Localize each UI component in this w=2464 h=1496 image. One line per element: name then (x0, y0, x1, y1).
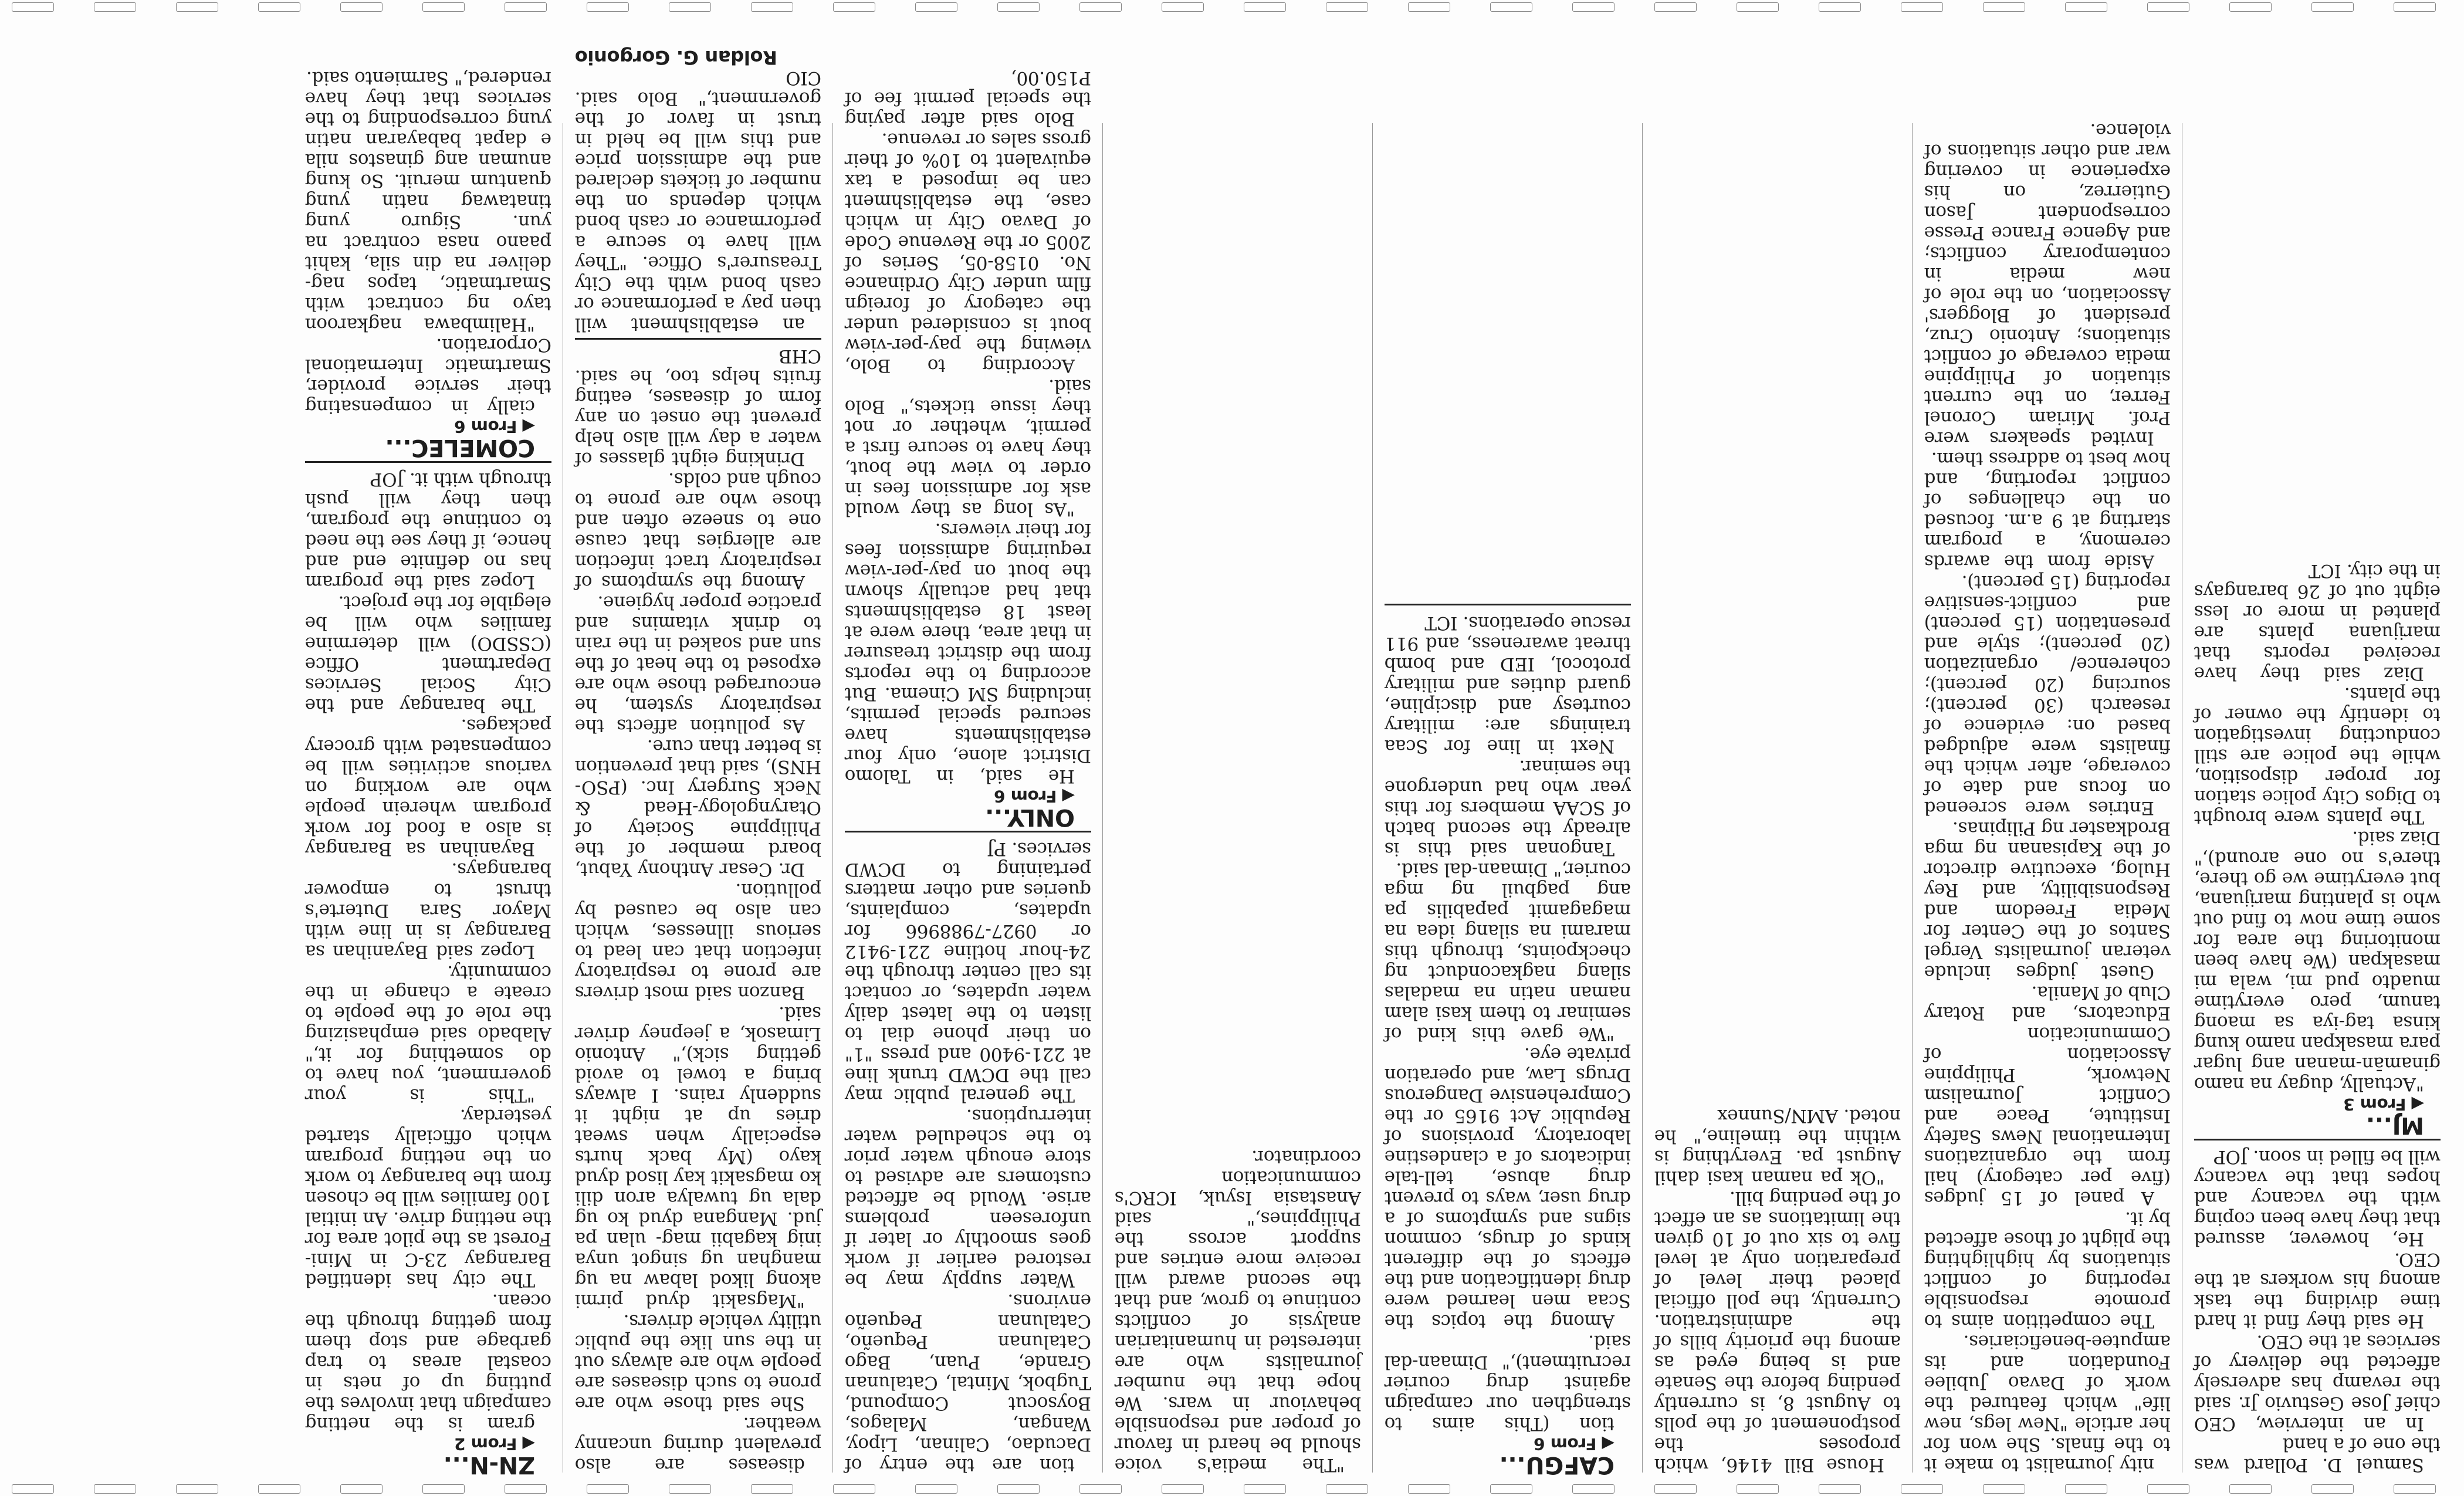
paragraph: House Bill 4146, which proposes the postponement of the polls to August 8, is currently pending before the Senate and is being eyed as among the priority bills of the administration. Currently, the poll official placed their level of preparation only at level five to six out of 10 given the limitations as an effect of the pending bill. (1654, 1187, 1901, 1475)
column-gutter (1102, 123, 1103, 1473)
perforation-hole (751, 1484, 793, 1494)
paragraph: Among the symptoms of respiratory tract infection are allergies that cause one to sneeze often and those who are prone to cough and colds. (575, 469, 821, 593)
perforation-hole (1244, 1484, 1286, 1494)
perforation-hole (587, 1484, 629, 1494)
column-5 (1115, 108, 1361, 1475)
paragraph: Bolo said after paying the special permit fee of P150.00, (845, 67, 1091, 130)
column-4 (1385, 108, 1631, 1478)
perforation-hole (94, 1484, 136, 1494)
story-divider (845, 831, 1091, 832)
jump-head-comelec: COMELEC... (385, 434, 535, 461)
perforation-hole (1079, 1484, 1122, 1494)
paragraph: He, however, assured that they have been coping with the vacancy and hopes that the vacancy will be filled in soon. JOP (2194, 1146, 2441, 1250)
perforation-hole (1737, 1484, 1779, 1494)
paragraph: "We gave this kind of seminar to them kasi alam naman natin na madalas silang nagkaconduct ng checkpoints, through this marami na silang idea na magagamit papabilis pa ang pagbuil ng mga courier," Dimaan-dal said. (1385, 859, 1631, 1044)
perforation-hole (1983, 1484, 2025, 1494)
paragraph: The barangay and the City Social Services Department Office (CSSDO) will determine families who will be elegible for the project. (305, 592, 551, 716)
paragraph: Tangonan said this is already the second batch of SCAA members for this year who had undergone the seminar. (1385, 756, 1631, 859)
perforation-hole (12, 1484, 54, 1494)
perforation-hole (997, 1484, 1040, 1494)
paragraph: The competition aims to promote responsible reporting of conflict situations by highlighting the plight of those affected by it. (1924, 1208, 2171, 1332)
paragraph: nity journalist to make it to the finals. She won for her article "New legs, new life" which featured the work of Davao Jubilee Foundation and its amputee-beneficiaries. (1924, 1331, 2171, 1475)
paragraph: Among the topics the Scaa men learned were drug identification and the effects of the different kinds of drugs, common signs and symptoms of a drug user, ways to prevent drug abuse, tell-tale indicators of a clandestine laboratory, provisions of Republic Act 9165 or the Comprehensive Dangerous Drugs Law, and operation private eye. (1385, 1044, 1631, 1332)
column-1 (2194, 108, 2441, 1475)
paragraph: tion are the entry of Dacudao, Calinan, Lipoy, Wangan, Malagos, Boysocut Compound, Tugbok, Mintal, Catalunan Grande, Puan, Bago Catalunan Pequeño, Catalunan Pequeño environs. (845, 1290, 1091, 1475)
paragraph: According to Bolo, viewing the pay-per-view bout is considered under the category of foreign film under City Ordinance No. 0158-05, Series of 2005 or the Revenue Code of Davao City in which case, the establishment can be imposed a tax equivalent to 10% of their gross sales or revenue. (845, 129, 1091, 376)
from-page-label: ◀ From 6 (454, 417, 535, 436)
paragraph: He said they find it hard time dividing the task among his workers at the CEO. (2194, 1249, 2441, 1332)
perforation-hole (1901, 1484, 1943, 1494)
column-8 (305, 67, 551, 1478)
column-gutter (1642, 123, 1643, 1473)
story-divider (575, 338, 821, 340)
paragraph: Diaz said they have received reports that marijuana plants are planted in more or less eight out of 26 barangays in the city. ICT (2194, 560, 2441, 684)
paragraph: In an interview, CEO chief Jose Gestuvio Jr. said the revamp has adversely affected the delivery of services at the CEO. (2194, 1331, 2441, 1434)
paragraph: Next in line for Scaa trainings are: military courtesy and discipline, guard duties and military protocol, IED and bomb threat awareness, and 911 rescue operations. ICT (1385, 612, 1631, 757)
perforation-hole (1326, 1484, 1368, 1494)
perforation-hole (915, 1484, 957, 1494)
paragraph: Banzon said most drivers are prone to respiratory infection that can lead to serious illnesses, which can also be caused by pollution. (575, 879, 821, 1003)
paragraph: A panel of 15 judges (five per category) hail from the organizations International News Safety Institute, Peace and Conflict Journalism Network, Philippine Association of Communication Educators, and Rotary Club of Manila. (1924, 982, 2171, 1209)
paragraph: diseases are also prevalent during uncanny weather. (575, 1413, 821, 1475)
paragraph: Water supply may be restored earlier if work goes smoothly or later if unforeseen problems arise. Would be affected customers are advised to store enough water prior to the scheduled water interruptions. (845, 1105, 1091, 1291)
paragraph: "This is your government, you have to do something for it," Alabado said emphasizing the role of the people to create a change in the community. (305, 962, 551, 1106)
paragraph: The plants were brought to Digos City police station for proper disposition, while the police are still conducting investigation to identify the owner of the plants. (2194, 683, 2441, 828)
perforation-hole (1572, 1484, 1615, 1494)
paragraph: "Actually, dugay na namo ginamān-manan ang lugar para masakpan namo kung kinsa tag-iya sa maong tanum, pero everytime muadto pud mi, wala mi masakpan (We have been monitoring the area for some time now to find out who is planting marijuana, but everytime we go there, there's no one around)," Diaz said. (2194, 827, 2441, 1095)
jump-head-zn: ZN-N... (443, 1451, 535, 1478)
perforation-hole (1162, 1484, 1204, 1494)
paragraph: Dr. Cesar Anthony Yabut, board member of the Philippine Society of Otaryngology-Head & Neck Surgery Inc. (PSO-HNS), said that prevention is better than cure. (575, 736, 821, 880)
paragraph: "Ok pa naman kasi dahil August pa. Everything is within the timeline," he noted. AMN/Sunnex (1654, 1105, 1901, 1188)
column-gutter (832, 123, 833, 1473)
column-3 (1654, 108, 1901, 1475)
paragraph: Invited speakers were Prof. Miriam Coronel Ferrer, on the current situation of Philippine media coverage of conflict situations; Antonio Cruz, president of Bloggers' Association, on the role of new media in contemporary conflicts; and Agence France Presse correspondent Jason Gutierrez, on his experience in covering war and other situations of violence. (1924, 120, 2171, 449)
from-page-label: ◀ From 3 (2343, 1095, 2424, 1114)
perforation-strip-bottom (0, 1482, 2464, 1496)
paragraph: Samuel D. Pollard was the one of a hand (2194, 1434, 2441, 1475)
paragraph: She said those who are prone to such diseases are people who are always out in the sun like the public utility vehicle drivers. (575, 1311, 821, 1414)
perforation-hole (1408, 1484, 1450, 1494)
column-7 (575, 46, 821, 1475)
paragraph: "As long as they would ask for admission fees in order to view the bout, they have to secure first a permit, whether or not they issue tickets," Bolo said. (845, 375, 1091, 520)
jump-head-mj: MJ... (2366, 1112, 2424, 1139)
column-2 (1924, 108, 2171, 1475)
story-divider (1385, 604, 1631, 605)
byline: Roldan G. Gorgonio (575, 46, 777, 69)
paragraph: The general public may call the DCWD trunk line at 221-9400 and press "1" on their phone dial to listen to the latest daily water updates, or contact its call center through the 24-hour hotline 221-9412 or 0927-7988966 for updates, complaints, queries and other matters pertaining to DCWD services. PJ (845, 838, 1091, 1106)
paragraph: "Magsakit dyud pirmi akong likod labaw na ug manghan ug singot unya inig kagabii mag- ulan pa jud. Mangana dyud ko ug dala ug tuwalya aron dili ko magsakit kay lisod dyud kayo (My back hurts especially when sweat dries up at night it suddenly rains. I always bring a towel to avoid getting sick)," Antonio Limasok, a jeepney driver said. (575, 1003, 821, 1311)
jump-head-only: ONLY... (985, 804, 1075, 831)
paragraph: tion (This aims to strengthen our campaign against drug courier recruitment)," Dimaan-dal said. (1385, 1331, 1631, 1434)
paragraph: Entries were screened on focus and date of coverage, after which the finalists were adjudged based on: evidence of research (30 percent); sourcing (20 percent); coherence/ organization (20 percent); style and presentation (15 percent) and conflict-sensitive reporting (15 percent). (1924, 571, 2171, 818)
from-page-label: ◀ From 6 (1534, 1434, 1615, 1454)
column-6 (845, 67, 1091, 1475)
perforation-hole (340, 1484, 383, 1494)
perforation-hole (2229, 1484, 2272, 1494)
paragraph: Guest judges include veteran journalists Vergel Santos of the Center for Media Freedom and Responsibility, and Rey Hulog, executive director of the Kapisanan ng mga Brodkaster ng Pilipinas. (1924, 818, 2171, 983)
from-page-label: ◀ From 6 (994, 787, 1075, 806)
paragraph: "The media's voice should be heard in favour of proper and responsible behaviour in wars. We hope that the number journalists who are interested in humanitarian analysis of conflicts continue to grow, and that the second award will receive more entries and support across the Philippines," said Anastasia Isyuk, ICRC's communication coordinator. (1115, 1146, 1361, 1475)
paragraph: cially in compensating their service provider, Smartmatic International Corporation. (305, 334, 551, 417)
perforation-hole (1654, 1484, 1697, 1494)
perforation-hole (2147, 1484, 2189, 1494)
paragraph: gram is the netting campaign that involves the putting up of nets in coastal areas to trap garbage and stop them from getting through the ocean. (305, 1290, 551, 1434)
paragraph: Bayanihan sa Barangay is also a food for work program wherein people who are working on various activities will be compensated with grocery packages. (305, 715, 551, 859)
story-divider (2194, 1139, 2441, 1140)
perforation-hole (669, 1484, 711, 1494)
perforation-hole (258, 1484, 300, 1494)
perforation-hole (2311, 1484, 2354, 1494)
perforation-hole (1490, 1484, 1532, 1494)
story-divider (305, 461, 551, 463)
paragraph: "Halimbawa nagkaroon tayo ng contract with Smartmatic, tapos nag-deliver na din sila, kahit paano nasa contract na yun. Siguro yung tinatawag natin yung quantum meruit. So kung anuman ang ginastos nila e dapat babayaran natin yung corresponding to the services that they have rendered," Sarmiento said. (305, 67, 551, 335)
from-page-label: ◀ From 2 (454, 1434, 535, 1454)
paragraph: Drinking eight glasses of water a day will also help prevent the onset on any form of diseases, eating fruits helps too, he said. CHB (575, 346, 821, 469)
column-gutter (1372, 123, 1373, 1473)
perforation-hole (833, 1484, 875, 1494)
perforation-hole (176, 1484, 218, 1494)
paragraph: Lopez said the program has no definite end and hence, if they see the need to continue the program, then they will push through with it. JOP (305, 469, 551, 593)
paragraph: an establishment will then pay a performance or cash bond with the City Treasurer's Office. "They will have to secure a performance or cash bond which depends on the number of tickets declared and the admission price and this will be held in trust in favor of the government," Bolo said. CIO (575, 67, 821, 335)
perforation-hole (2065, 1484, 2107, 1494)
perforation-hole (2394, 1484, 2436, 1494)
paragraph: Aside from the awards ceremony, a program starting at 9 a.m. focused on the challenges of conflict reporting, and how best to address them. (1924, 448, 2171, 572)
perforation-hole (1819, 1484, 1861, 1494)
jump-head-cafgu: CAFGU... (1499, 1451, 1615, 1478)
paragraph: He said, in Talomo District alone, only four establishments have secured special permits, including SM Cinema. But according to the reports from the district treasurer in that area, there were at least 18 establishments that had actually shown the bout on pay-per-view requiring admission fees for their viewers. (845, 519, 1091, 787)
paragraph: Lopez said Bayanihan sa Barangay is in line with Mayor Sara Duterte's thrust to empower barangays. (305, 859, 551, 962)
column-gutter (1912, 123, 1913, 1473)
paragraph: As pollution affects the respiratory system, he encouraged those who are exposed to the heat of the sun and soaked in the rain to drink vitamins and practice proper hygiene. (575, 592, 821, 736)
perforation-hole (505, 1484, 547, 1494)
paragraph: The city has identified Barangay 23-C in Mini-Forest as the pilot area for the netting drive. An initial 100 families will be chosen from the barangay to work on the netting program which officially started yesterday. (305, 1105, 551, 1291)
perforation-hole (422, 1484, 465, 1494)
